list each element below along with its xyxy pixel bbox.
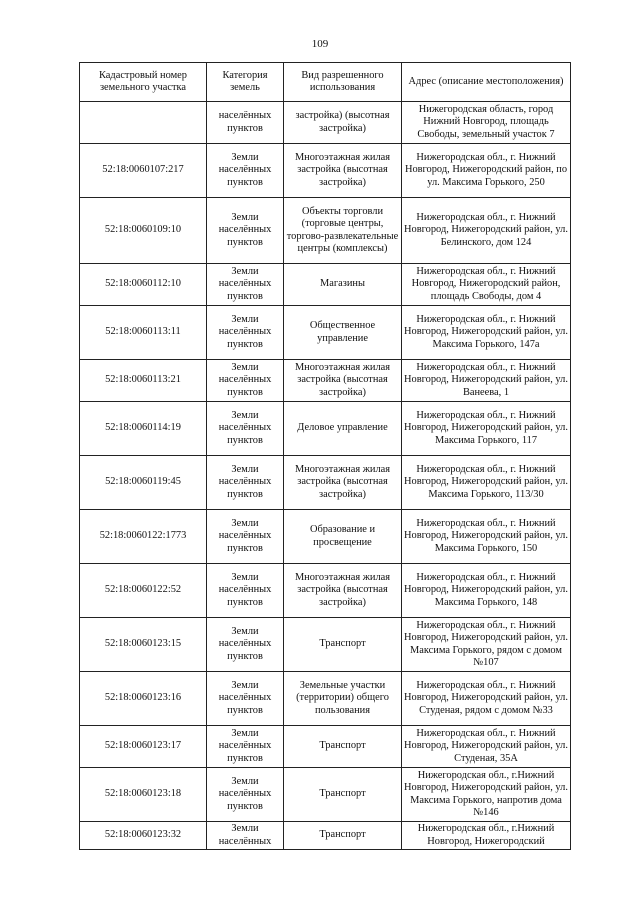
- cadastral-number-cell: 52:18:0060119:45: [80, 456, 207, 510]
- land-category-cell: Земли населённых пунктов: [207, 564, 284, 618]
- cadastral-number-cell: 52:18:0060114:19: [80, 402, 207, 456]
- table-row: [80, 510, 571, 564]
- permitted-use-cell: Общественное управление: [284, 306, 402, 360]
- land-plots-table: [79, 62, 571, 850]
- header-address: Адрес (описание местоположения): [402, 63, 571, 102]
- land-category-cell: населённых пунктов: [207, 102, 284, 144]
- address-cell: Нижегородская обл., г. Нижний Новгород, Нижегородский район, площадь Свободы, дом 4: [402, 264, 571, 306]
- address-cell: Нижегородская обл., г. Нижний Новгород, Нижегородский район, ул. Максима Горького, 150: [402, 510, 571, 564]
- cadastral-number-cell: 52:18:0060107:217: [80, 144, 207, 198]
- table-row: [80, 360, 571, 402]
- permitted-use-cell: Объекты торговли (торговые центры, торгово-развлекательные центры (комплексы): [284, 198, 402, 264]
- table-row: [80, 768, 571, 822]
- address-cell: Нижегородская обл., г. Нижний Новгород, Нижегородский район, ул. Максима Горького, 117: [402, 402, 571, 456]
- land-category-cell: Земли населённых пунктов: [207, 402, 284, 456]
- permitted-use-cell: Многоэтажная жилая застройка (высотная застройка): [284, 360, 402, 402]
- permitted-use-cell: Транспорт: [284, 726, 402, 768]
- table-row: [80, 198, 571, 264]
- address-cell: Нижегородская обл., г.Нижний Новгород, Нижегородский: [402, 822, 571, 850]
- permitted-use-cell: Многоэтажная жилая застройка (высотная застройка): [284, 564, 402, 618]
- address-cell: Нижегородская обл., г. Нижний Новгород, Нижегородский район, по ул. Максима Горького, 250: [402, 144, 571, 198]
- permitted-use-cell: Деловое управление: [284, 402, 402, 456]
- permitted-use-cell: Земельные участки (территории) общего пользования: [284, 672, 402, 726]
- address-cell: Нижегородская обл., г. Нижний Новгород, Нижегородский район, ул. Максима Горького, 147а: [402, 306, 571, 360]
- cadastral-number-cell: 52:18:0060123:17: [80, 726, 207, 768]
- cadastral-number-cell: 52:18:0060123:16: [80, 672, 207, 726]
- table-row: [80, 672, 571, 726]
- cadastral-number-cell: 52:18:0060109:10: [80, 198, 207, 264]
- table-row: [80, 144, 571, 198]
- permitted-use-cell: Многоэтажная жилая застройка (высотная застройка): [284, 144, 402, 198]
- address-cell: Нижегородская обл., г. Нижний Новгород, Нижегородский район, ул. Максима Горького, рядом с домом №107: [402, 618, 571, 672]
- land-category-cell: Земли населённых пунктов: [207, 456, 284, 510]
- land-category-cell: Земли населённых пунктов: [207, 198, 284, 264]
- table-row: [80, 564, 571, 618]
- land-category-cell: Земли населённых пунктов: [207, 360, 284, 402]
- land-category-cell: Земли населённых пунктов: [207, 306, 284, 360]
- cadastral-number-cell: 52:18:0060122:1773: [80, 510, 207, 564]
- cadastral-number-cell: 52:18:0060123:32: [80, 822, 207, 850]
- cadastral-number-cell: 52:18:0060113:11: [80, 306, 207, 360]
- land-category-cell: Земли населённых: [207, 822, 284, 850]
- permitted-use-cell: Транспорт: [284, 768, 402, 822]
- cadastral-number-cell: 52:18:0060122:52: [80, 564, 207, 618]
- land-category-cell: Земли населённых пунктов: [207, 726, 284, 768]
- land-category-cell: Земли населённых пунктов: [207, 672, 284, 726]
- permitted-use-cell: застройка) (высотная застройка): [284, 102, 402, 144]
- header-permitted-use: Вид разрешенного использования: [284, 63, 402, 102]
- address-cell: Нижегородская обл., г. Нижний Новгород, Нижегородский район, ул. Белинского, дом 124: [402, 198, 571, 264]
- permitted-use-cell: Многоэтажная жилая застройка (высотная застройка): [284, 456, 402, 510]
- table-row: [80, 102, 571, 144]
- table-row: [80, 456, 571, 510]
- address-cell: Нижегородская область, город Нижний Новгород, площадь Свободы, земельный участок 7: [402, 102, 571, 144]
- address-cell: Нижегородская обл., г.Нижний Новгород, Нижегородский район, ул. Максима Горького, напротив дома №146: [402, 768, 571, 822]
- cadastral-number-cell: 52:18:0060123:18: [80, 768, 207, 822]
- land-category-cell: Земли населённых пунктов: [207, 264, 284, 306]
- header-land-category: Категория земель: [207, 63, 284, 102]
- table-row: [80, 726, 571, 768]
- address-cell: Нижегородская обл., г. Нижний Новгород, Нижегородский район, ул. Максима Горького, 148: [402, 564, 571, 618]
- cadastral-number-cell: [80, 102, 207, 144]
- table-row: [80, 402, 571, 456]
- cadastral-number-cell: 52:18:0060123:15: [80, 618, 207, 672]
- land-category-cell: Земли населённых пунктов: [207, 618, 284, 672]
- table-header-row: [80, 63, 571, 102]
- table-row: [80, 306, 571, 360]
- address-cell: Нижегородская обл., г. Нижний Новгород, Нижегородский район, ул. Ванеева, 1: [402, 360, 571, 402]
- header-cadastral-number: Кадастровый номер земельного участка: [80, 63, 207, 102]
- land-category-cell: Земли населённых пунктов: [207, 510, 284, 564]
- cadastral-number-cell: 52:18:0060113:21: [80, 360, 207, 402]
- address-cell: Нижегородская обл., г. Нижний Новгород, Нижегородский район, ул. Максима Горького, 113/30: [402, 456, 571, 510]
- table-row: [80, 822, 571, 850]
- address-cell: Нижегородская обл., г. Нижний Новгород, Нижегородский район, ул. Студеная, 35А: [402, 726, 571, 768]
- land-category-cell: Земли населённых пунктов: [207, 768, 284, 822]
- page-number: 109: [311, 38, 329, 50]
- cadastral-number-cell: 52:18:0060112:10: [80, 264, 207, 306]
- table-row: [80, 264, 571, 306]
- permitted-use-cell: Транспорт: [284, 822, 402, 850]
- permitted-use-cell: Транспорт: [284, 618, 402, 672]
- permitted-use-cell: Образование и просвещение: [284, 510, 402, 564]
- address-cell: Нижегородская обл., г. Нижний Новгород, Нижегородский район, ул. Студеная, рядом с домом №33: [402, 672, 571, 726]
- table-row: [80, 618, 571, 672]
- land-category-cell: Земли населённых пунктов: [207, 144, 284, 198]
- permitted-use-cell: Магазины: [284, 264, 402, 306]
